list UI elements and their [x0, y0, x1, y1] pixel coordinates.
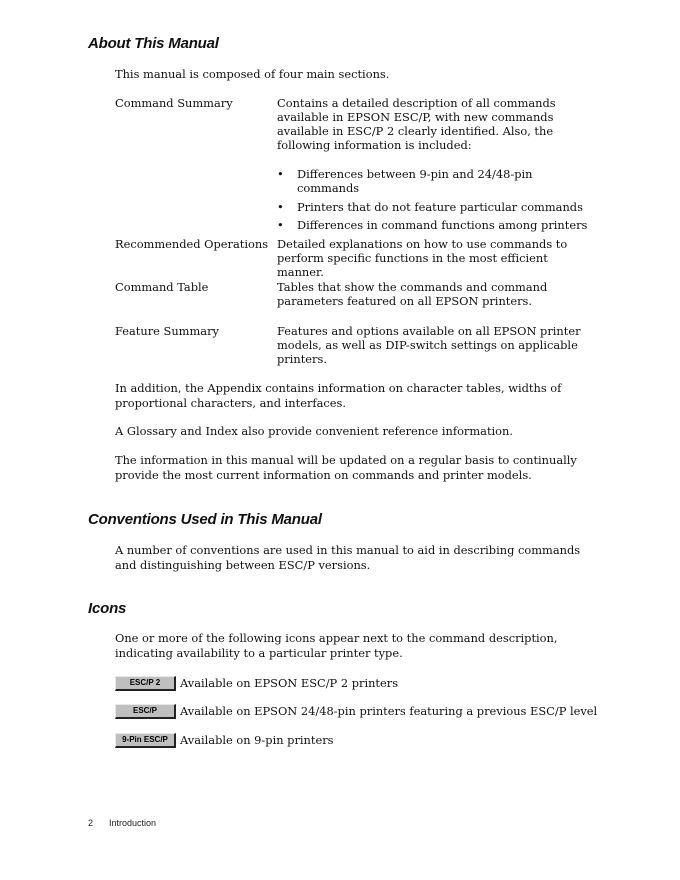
bullet-icon: •: [277, 199, 284, 214]
section-desc: Features and options available on all EPSON printer models, as well as DIP-switch settings on applicable printers.: [277, 324, 581, 366]
section-desc: Contains a detailed description of all commands available in EPSON ESC/P, with new commands available in ESC/P 2 clearly identified. Also, the following information is included:: [277, 96, 556, 152]
icon-row-escp2: [115, 676, 595, 692]
appendix-paragraph: In addition, the Appendix contains information on character tables, widths of proportional characters, and interfaces.: [115, 381, 562, 410]
icons-intro: One or more of the following icons appear next to the command description, indicating availability to a particular printer type.: [115, 631, 558, 660]
icon-row-escp: [115, 704, 598, 720]
update-paragraph: The information in this manual will be updated on a regular basis to continually provide the most current information on commands and printer models.: [115, 453, 577, 482]
bullet-icon: •: [277, 218, 284, 232]
about-intro: This manual is composed of four main sections.: [115, 67, 390, 81]
icons-heading: Icons: [88, 600, 127, 617]
list-item: • Differences between 9-pin and 24/48-pin commands: [277, 167, 533, 195]
list-item: • Differences in command functions among printers: [277, 218, 588, 232]
about-heading: About This Manual: [88, 35, 219, 52]
glossary-paragraph: A Glossary and Index also provide convenient reference information.: [115, 424, 513, 438]
footer-section-label: Introduction: [109, 818, 157, 828]
section-term: Command Table: [115, 280, 209, 294]
list-item: • Printers that do not feature particular commands: [277, 199, 583, 214]
conventions-heading: Conventions Used in This Manual: [88, 511, 322, 528]
section-term: Feature Summary: [115, 324, 219, 338]
icon-description: Available on EPSON ESC/P 2 printers: [180, 676, 399, 690]
differences-list: [277, 167, 597, 237]
section-desc: Tables that show the commands and command parameters featured on all EPSON printers.: [277, 280, 548, 308]
bullet-icon: •: [277, 167, 284, 181]
conventions-text: A number of conventions are used in this manual to aid in describing commands and distinguishing between ESC/P versions.: [115, 543, 581, 572]
escp2-badge-icon: ESC/P 2: [115, 676, 176, 691]
icon-description: Available on 9-pin printers: [180, 733, 334, 747]
9pin-escp-badge-icon: 9-Pin ESC/P: [115, 733, 176, 748]
page-number: 2: [88, 818, 94, 828]
icon-row-9pin: [115, 733, 595, 749]
icon-description: Available on EPSON 24/48-pin printers featuring a previous ESC/P level: [180, 704, 598, 718]
escp-badge-icon: ESC/P: [115, 704, 176, 719]
section-term: Command Summary: [115, 96, 233, 110]
section-desc: Detailed explanations on how to use commands to perform specific functions in the most efficient manner.: [277, 237, 568, 279]
section-term: Recommended Operations: [115, 237, 269, 251]
